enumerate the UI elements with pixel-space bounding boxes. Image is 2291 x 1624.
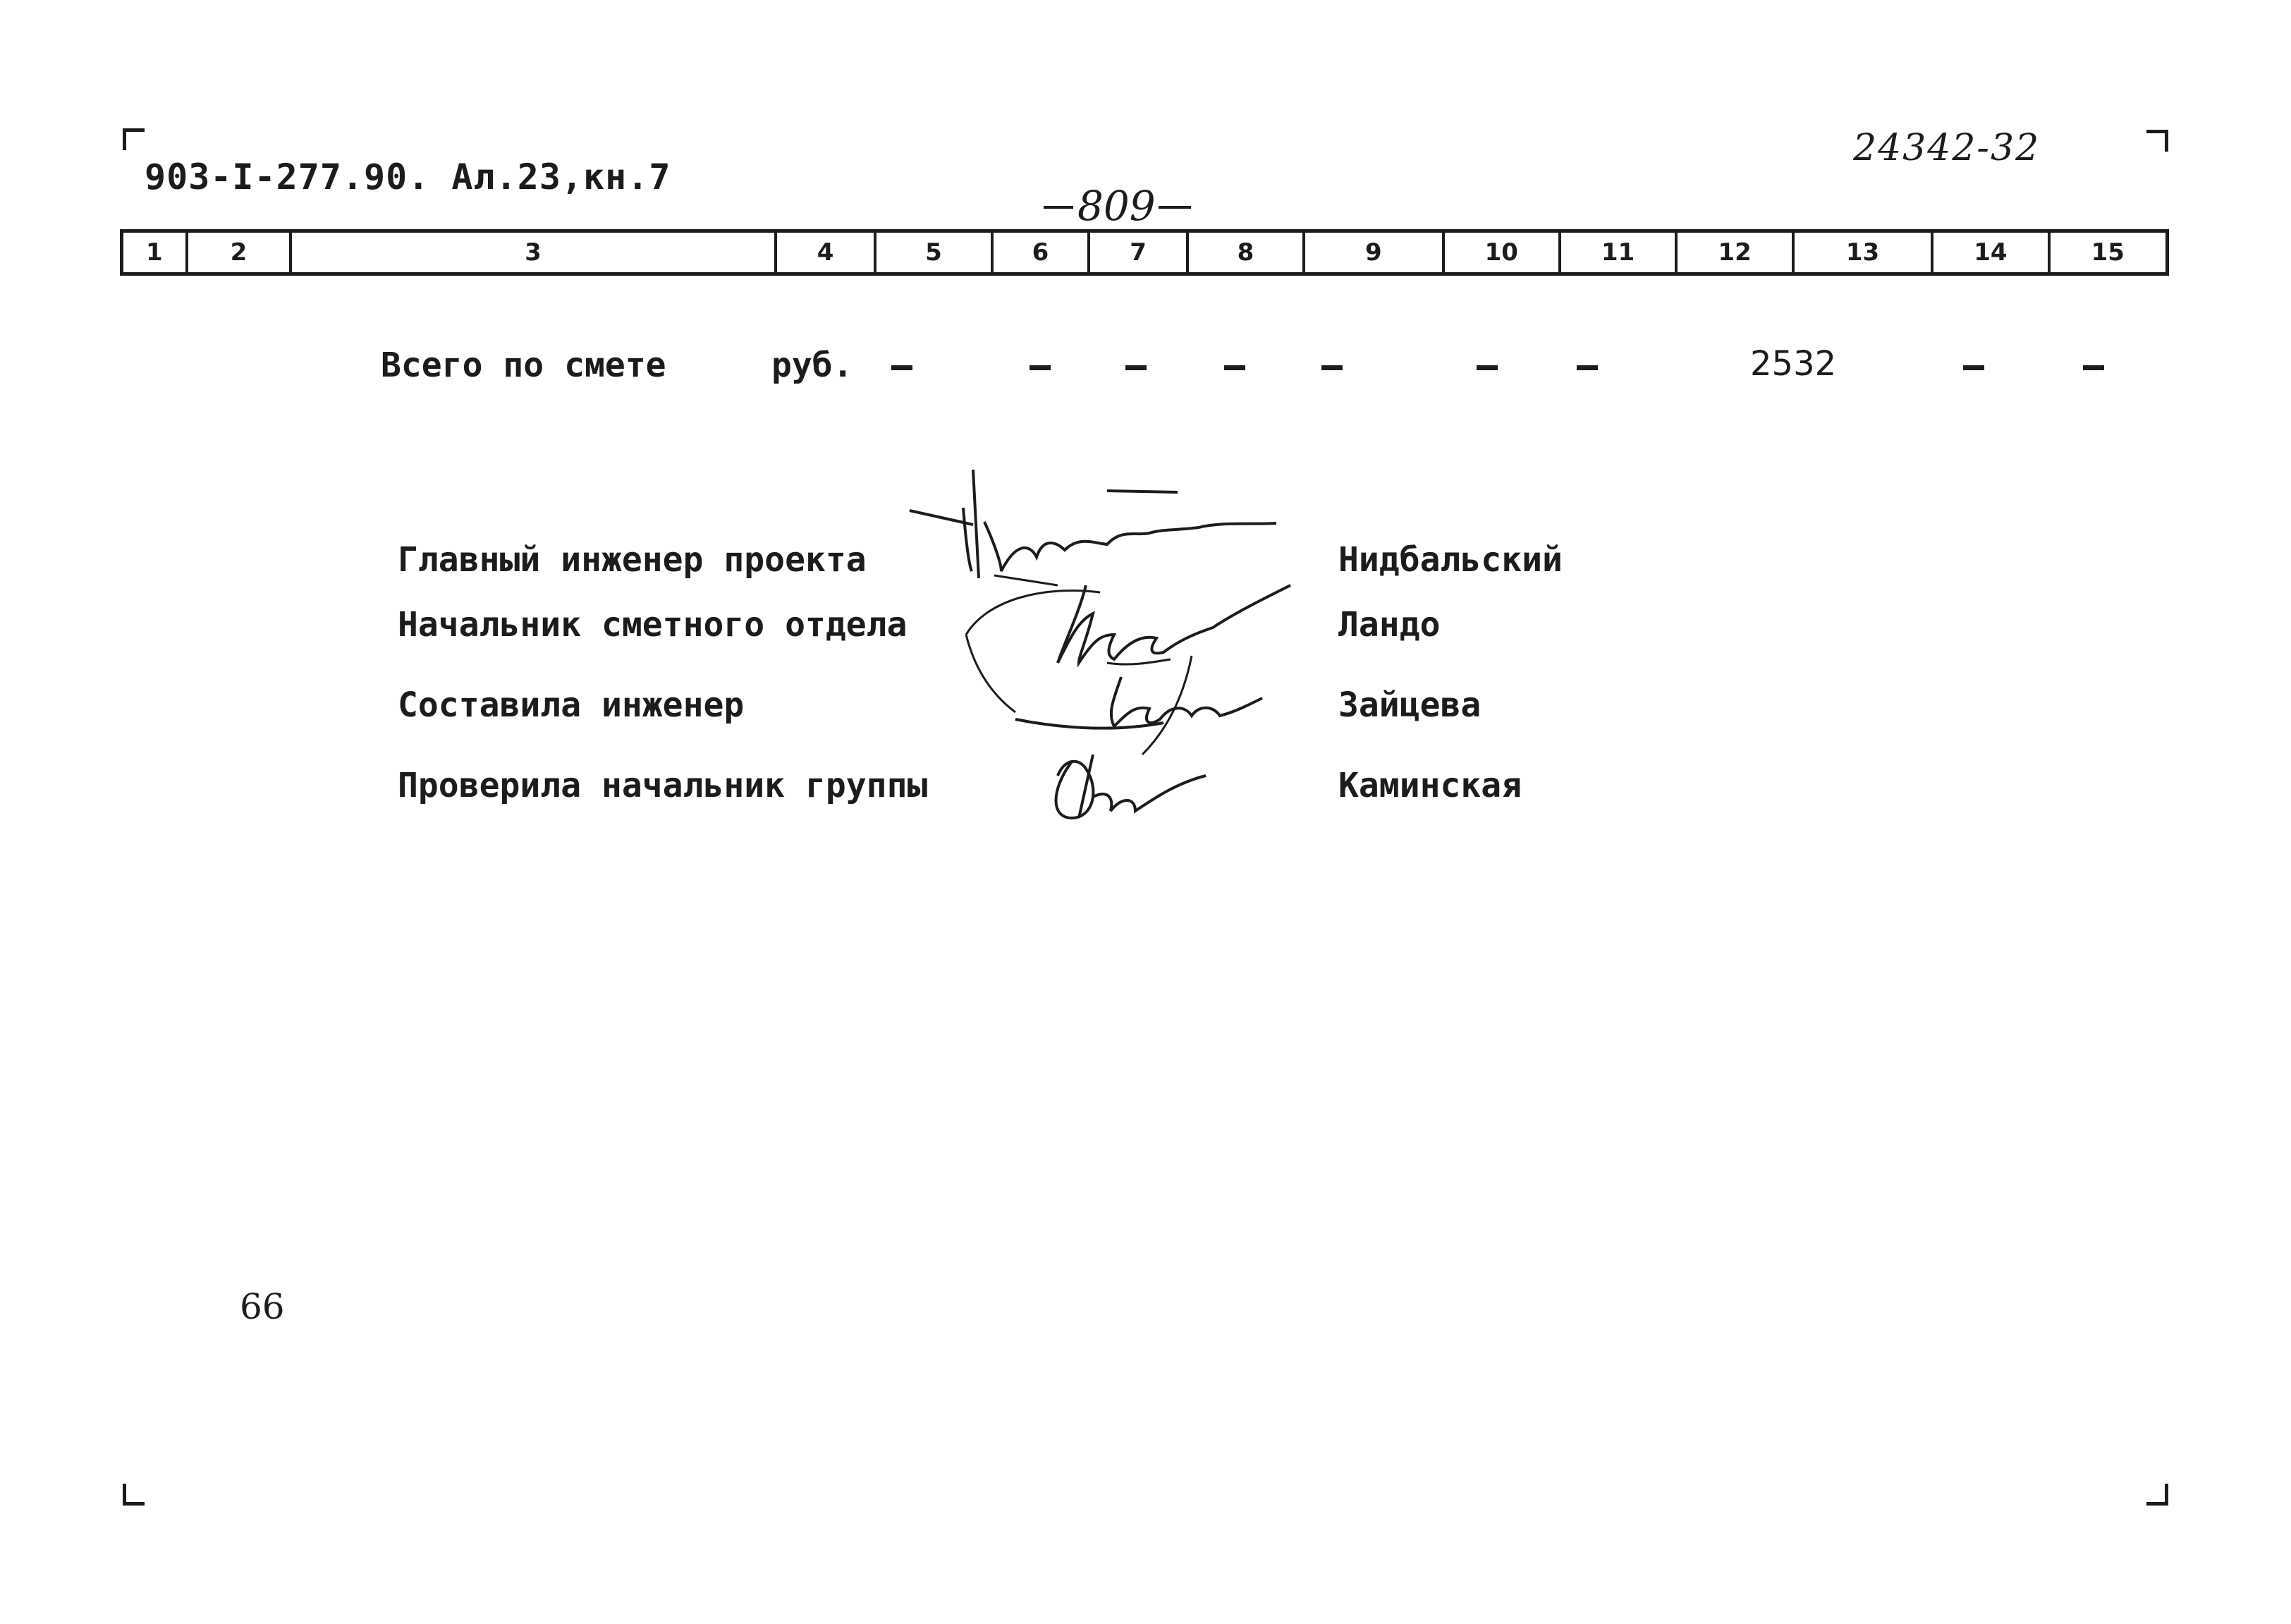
column-header: 9 <box>1305 233 1444 272</box>
signature-name: Нидбальский <box>1338 540 1563 580</box>
document-code: 903-I-277.90. Ал.23,кн.7 <box>145 157 671 197</box>
corner-mark-top-left <box>123 128 145 150</box>
handwritten-signature-checker <box>1044 747 1213 832</box>
column-header: 13 <box>1795 233 1933 272</box>
empty-value-dash <box>1477 365 1498 370</box>
column-header: 12 <box>1678 233 1794 272</box>
signature-name: Зайцева <box>1338 685 1481 725</box>
total-unit: руб. <box>771 346 853 385</box>
column-header-strip <box>120 229 2169 276</box>
page-number: 809 <box>1077 182 1156 230</box>
column-header: 3 <box>292 233 777 272</box>
signature-role: Проверила начальник группы <box>398 766 928 805</box>
empty-value-dash <box>1577 365 1598 370</box>
column-header: 1 <box>123 233 188 272</box>
total-value: 2532 <box>1750 344 1837 384</box>
signature-name: Ландо <box>1338 605 1441 645</box>
column-header: 15 <box>2091 238 2125 267</box>
corner-mark-bottom-right <box>2146 1484 2168 1506</box>
column-header: 2 <box>188 233 293 272</box>
column-header: 14 <box>1933 233 2050 272</box>
empty-value-dash <box>1125 365 1147 370</box>
empty-value-dash <box>1030 365 1051 370</box>
column-header: 11 <box>1561 233 1678 272</box>
column-header: 5 <box>876 233 993 272</box>
column-header: 7 <box>1090 233 1189 272</box>
corner-mark-bottom-left <box>123 1484 145 1506</box>
empty-value-dash <box>1224 365 1245 370</box>
signature-role: Составила инженер <box>398 685 745 725</box>
empty-value-dash <box>1321 365 1343 370</box>
signature-role: Главный инженер проекта <box>398 540 867 580</box>
signature-name: Каминская <box>1338 766 1522 805</box>
column-header: 8 <box>1189 233 1305 272</box>
column-header: 10 <box>1445 233 1561 272</box>
empty-value-dash <box>2083 365 2104 370</box>
handwritten-signature-compiler <box>1008 656 1290 755</box>
empty-value-dash <box>891 365 912 370</box>
corner-mark-top-right <box>2146 130 2168 152</box>
sheet-count: 66 <box>240 1286 285 1327</box>
column-header: 6 <box>994 233 1091 272</box>
total-label: Всего по смете <box>381 346 666 385</box>
signature-role: Начальник сметного отдела <box>398 605 908 645</box>
empty-value-dash <box>1963 365 1984 370</box>
archive-number: 24342-32 <box>1853 127 2041 169</box>
column-header: 4 <box>777 233 877 272</box>
